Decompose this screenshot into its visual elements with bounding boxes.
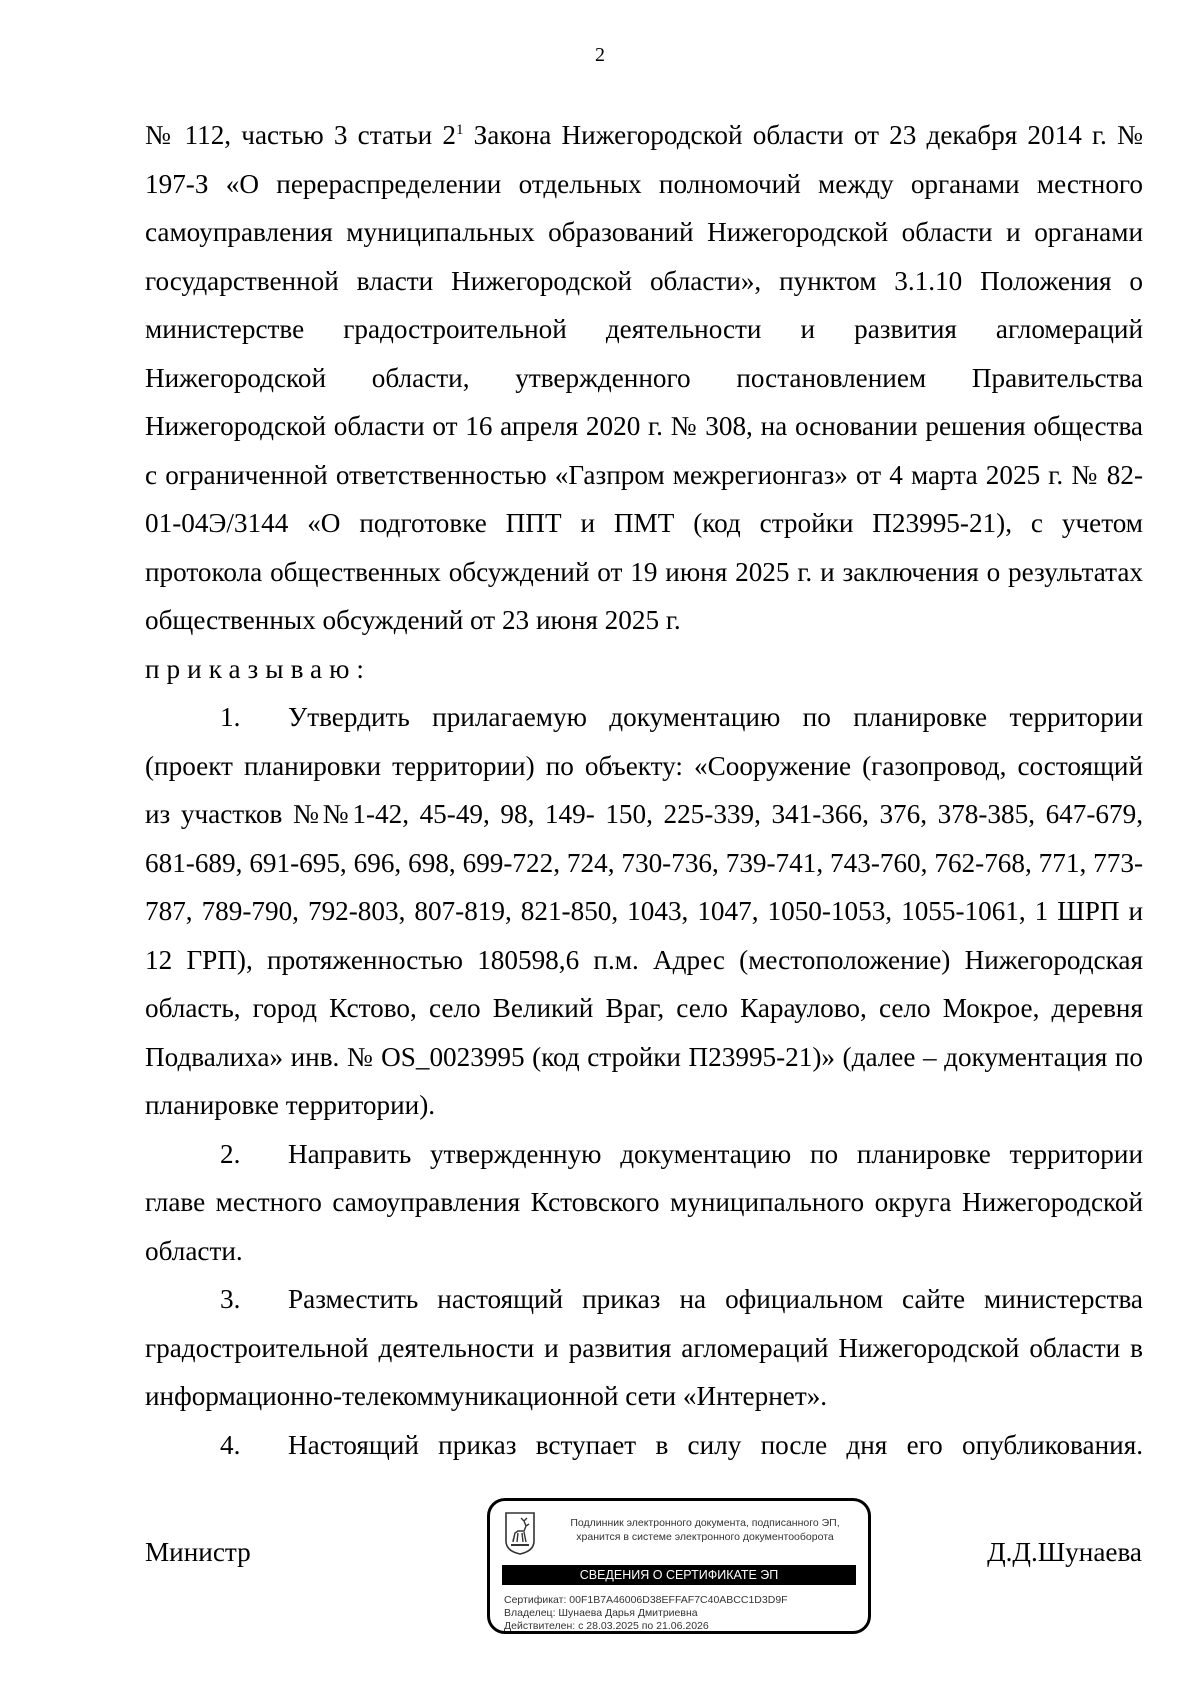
item-3-number: 3. xyxy=(220,1284,241,1314)
stamp-header-line-2: хранится в системе электронного документооборота xyxy=(576,1531,834,1543)
article-superscript: 1 xyxy=(455,121,464,138)
certificate-validity: Действителен: с 28.03.2025 по 21.06.2026 xyxy=(504,1620,709,1632)
preamble-before-sup: № 112, частью 3 статьи 2 xyxy=(145,120,456,150)
deer-coat-of-arms-icon xyxy=(504,1511,536,1555)
stamp-details xyxy=(504,1594,788,1633)
item-4-number: 4. xyxy=(220,1429,241,1460)
item-2-number: 2. xyxy=(220,1138,241,1169)
order-item-3 xyxy=(145,1275,1143,1421)
order-item-1 xyxy=(145,693,1143,1130)
item-4-text: Настоящий приказ вступает в силу после дня его опубликования. xyxy=(288,1429,1143,1460)
signer-name: Д.Д.Шунаева xyxy=(987,1537,1142,1567)
item-3-text: Разместить настоящий приказ на официальном сайте министерства градостроительной деятельности и развития агломераций Нижегородской области в информационно-телекоммуникационной сети «Интернет». xyxy=(145,1284,1143,1411)
signer-position: Министр xyxy=(145,1537,251,1567)
item-1-text: Утвердить прилагаемую документацию по планировке территории (проект планировки территории) по объекту: «Сооружение (газопровод, состоящий из участков №№1-42, 45-49, 98, 149- 150, 225-339, 341-366, 376, 378-385, 647-679, 681-689, 691-695, 696, 698, 699-722, 724, 730-736, 739-741, 743-760, 762-768, 771, 773-787, 789-790, 792-803, 807-819, 821-850, 1043, 1047, 1050-1053, 1055-1061, 1 ШРП и 12 ГРП), протяженностью 180598,6 п.м. Адрес (местоположение) Нижегородская область, город Кстово, село Великий Враг, село Караулово, село Мокрое, деревня Подвалиха» инв. № OS_0023995 (код стройки П23995-21)» (далее – документация по планировке территории). xyxy=(145,702,1143,1120)
item-2-text: Направить утвержденную документацию по планировке территории главе местного самоуправления Кстовского муниципального округа Нижегородской области. xyxy=(145,1138,1143,1266)
electronic-signature-stamp xyxy=(487,1498,871,1634)
stamp-header-line-1: Подлинник электронного документа, подписанного ЭП, xyxy=(570,1517,840,1529)
stamp-header xyxy=(550,1516,860,1544)
stamp-title: СВЕДЕНИЯ О СЕРТИФИКАТЕ ЭП xyxy=(502,1565,856,1585)
order-item-4 xyxy=(145,1421,1143,1470)
document-body xyxy=(145,111,1143,1469)
page-number: 2 xyxy=(595,44,605,66)
preamble-after-sup: Закона Нижегородской области от 23 декабря 2014 г. № 197-З «О перераспределении отдельных полномочий между органами местного самоуправления муниципальных образований Нижегородской области и органами государственной власти Нижегородской области», пунктом 3.1.10 Положения о министерстве градостроительной деятельности и развития агломераций Нижегородской области, утвержденного постановлением Правительства Нижегородской области от 16 апреля 2020 г. № 308, на основании решения общества с ограниченной ответственностью «Газпром межрегионгаз» от 4 марта 2025 г. № 82-01-04Э/3144 «О подготовке ППТ и ПМТ (код стройки П23995-21), с учетом протокола общественных обсуждений от 19 июня 2025 г. и заключения о результатах общественных обсуждений от 23 июня 2025 г. xyxy=(145,120,1143,635)
order-item-2 xyxy=(145,1130,1143,1276)
order-word: приказываю: xyxy=(145,653,371,684)
certificate-number: Сертификат: 00F1B7A46006D38EFFAF7C40ABCC1D3D9F xyxy=(504,1594,788,1606)
preamble-paragraph xyxy=(145,111,1143,645)
certificate-owner: Владелец: Шунаева Дарья Дмитриевна xyxy=(504,1607,698,1619)
item-1-number: 1. xyxy=(220,702,241,732)
